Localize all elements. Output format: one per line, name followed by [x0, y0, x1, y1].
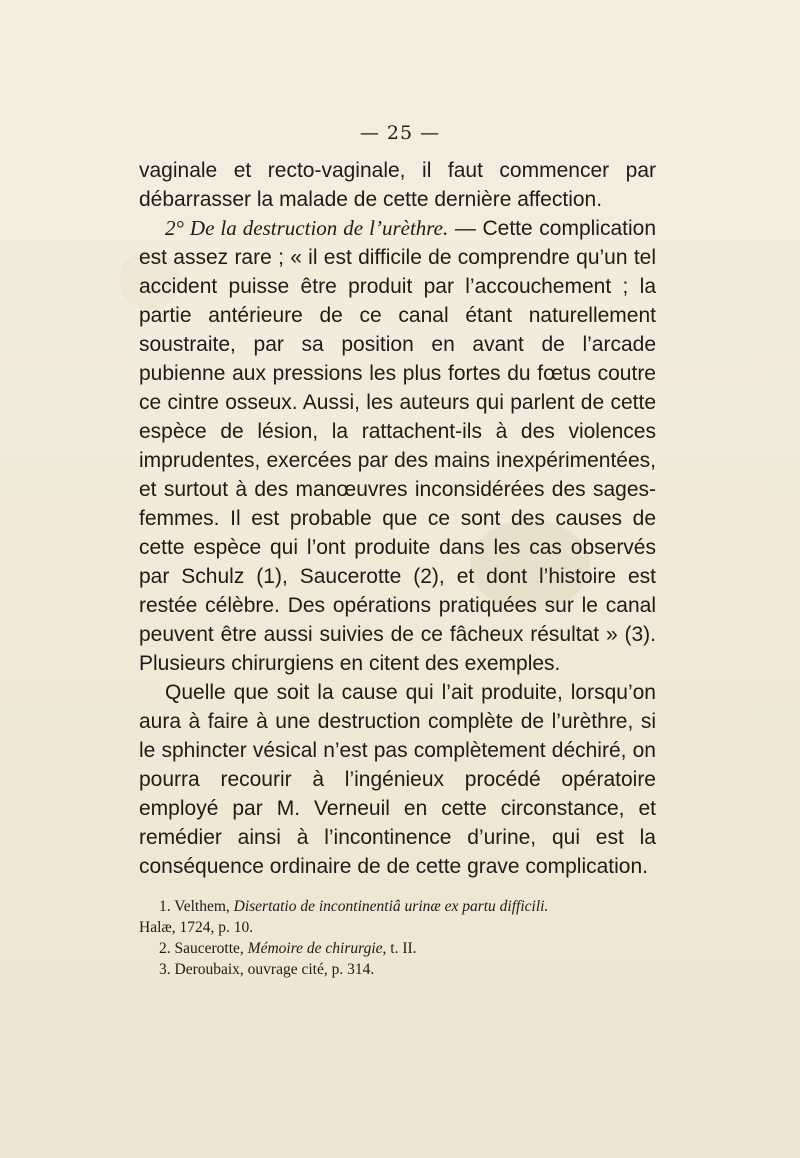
- section-heading: 2° De la destruction de l’urèthre.: [165, 216, 449, 240]
- footnote-2: [139, 938, 659, 959]
- body-text: [139, 156, 656, 881]
- footnote-2-prefix: 2. Saucerotte,: [159, 940, 248, 957]
- footnote-3: 3. Deroubaix, ouvrage cité, p. 314.: [159, 961, 375, 978]
- paragraph-1: vaginale et recto-vaginale, il faut commencer par débarrasser la malade de cette dernière affection.: [139, 159, 656, 211]
- paragraph-2: [139, 214, 656, 678]
- footnote-2-suffix: , t. II.: [382, 940, 417, 957]
- footnote-1-continued: Halæ, 1724, p. 10.: [139, 919, 254, 936]
- footnote-1-title: Disertatio de incontinentiâ urinæ ex partu difficili.: [233, 898, 549, 915]
- paragraph-3: Quelle que soit la cause qui l’ait produite, lorsqu’on aura à faire à une destruction complète de l’urèthre, si le sphincter vésical n’est pas complètement déchiré, on pourra recourir à l’ingénieux procédé opératoire employé par M. Verneuil en cette circonstance, et remédier ainsi à l’incontinence d’urine, qui est la conséquence ordinaire de de cette grave complication.: [139, 681, 656, 878]
- footnote-2-title: Mémoire de chirurgie: [247, 940, 383, 957]
- paragraph-2-text: — Cette complication est assez rare ; « il est difficile de comprendre qu’un tel accident puisse être produit par l’accouchement ; la partie antérieure de ce canal étant naturellement soustraite, par sa position en avant de l’arcade pubienne aux pressions les plus fortes du fœtus coutre ce cintre osseux. Aussi, les auteurs qui parlent de cette espèce de lésion, la rattachent-ils à des violences imprudentes, exercées par des mains inexpérimentées, et surtout à des manœuvres inconsidérées des sages-femmes. Il est probable que ce sont des causes de cette espèce qui l’ont produite dans les cas observés par Schulz (1), Saucerotte (2), et dont l’histoire est restée célèbre. Des opérations pratiquées sur le canal peuvent être aussi suivies de ce fâcheux résultat » (3). Plusieurs chirurgiens en citent des exemples.: [139, 217, 656, 675]
- footnote-1-prefix: 1. Velthem,: [159, 898, 234, 915]
- footnotes: [139, 896, 659, 980]
- page-number: — 25 —: [359, 122, 441, 144]
- footnote-1: [139, 896, 659, 917]
